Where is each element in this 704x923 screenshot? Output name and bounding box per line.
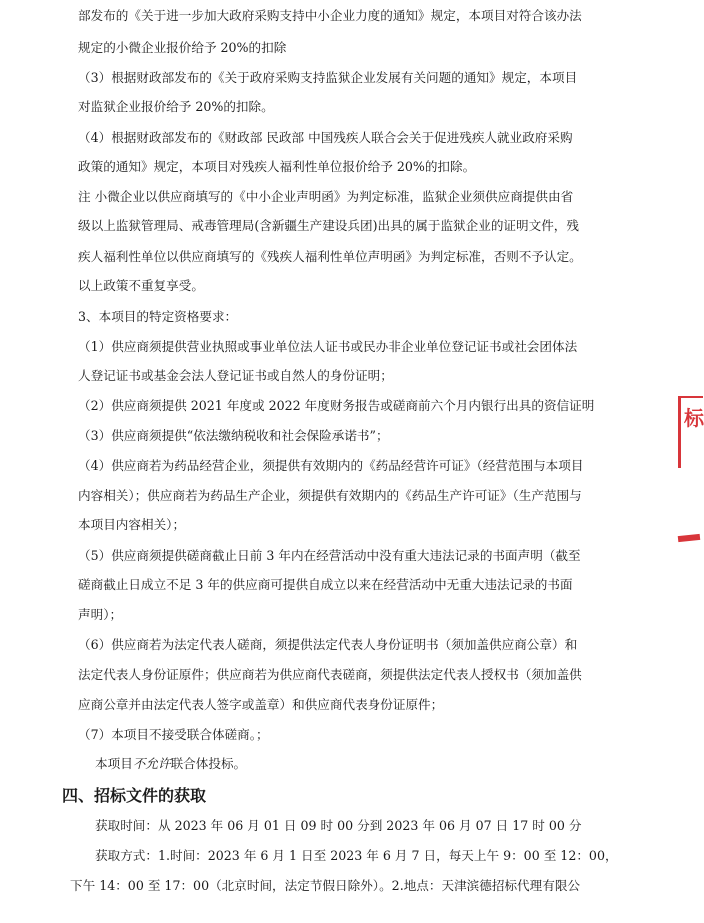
text-line: 本项目内容相关）； [78,517,186,532]
text-line: 政策的通知》规定，本项目对残疾人福利性单位报价给予 20%的扣除。 [78,159,476,174]
text-line: 法定代表人身份证原件；供应商若为供应商代表磋商，须提供法定代表人授权书（须加盖供 [78,667,582,682]
text-line: 以上政策不重复享受。 [78,278,204,293]
text-line: 磋商截止日成立不足 3 年的供应商可提供自成立以来在经营活动中无重大违法记录的书面 [78,577,573,592]
text-line: 规定的小微企业报价给予 20%的扣除 [78,40,287,55]
text-line: （4）根据财政部发布的《财政部 民政部 中国残疾人联合会关于促进残疾人就业政府采购 [78,130,573,145]
stamp-text: 标 [684,406,704,430]
text-line: 对监狱企业报价给予 20%的扣除。 [78,99,274,114]
text-line: 人登记证书或基金会法人登记证书或自然人的身份证明； [78,368,393,383]
text-line: 内容相关）；供应商若为药品生产企业，须提供有效期内的《药品生产许可证》（生产范围与 [78,488,582,503]
method-line: 获取方式：1.时间：2023 年 6 月 1 日至 2023 年 6 月 7 日，每天上午 9：00 至 12：00， [95,848,618,863]
text-line: （5）供应商须提供磋商截止日前 3 年内在经营活动中没有重大违法记录的书面声明（截至 [78,548,581,563]
text-line: 注 小微企业以供应商填写的《中小企业声明函》为判定标准，监狱企业须供应商提供由省 [78,189,574,204]
note-prefix: 本项目 [95,756,133,771]
text-line: （7）本项目不接受联合体磋商。； [78,727,269,742]
text-line: （6）供应商若为法定代表人磋商，须提供法定代表人身份证明书（须加盖供应商公章）和 [78,637,578,652]
note-suffix: 联合体投标。 [170,756,247,771]
text-line: （3）根据财政部发布的《关于政府采购支持监狱企业发展有关问题的通知》规定，本项目 [78,70,578,85]
note-line [95,756,635,772]
text-line: （4）供应商若为药品经营企业，须提供有效期内的《药品经营许可证》（经营范围与本项目 [78,458,584,473]
section-heading: 四、招标文件的获取 [62,786,207,805]
text-line: 3、本项目的特定资格要求： [78,309,238,324]
text-line: 声明）； [78,607,123,622]
stamp-mark [678,534,701,542]
text-line: 部发布的《关于进一步加大政府采购支持中小企业力度的通知》规定，本项目对符合该办法 [78,8,582,23]
text-line: （2）供应商须提供 2021 年度或 2022 年度财务报告或磋商前六个月内银行出具的资信证明 [78,398,595,413]
time-line: 获取时间：从 2023 年 06 月 01 日 09 时 00 分到 2023 年 06 月 07 日 17 时 00 分 [95,818,582,833]
method-line: 下午 14：00 至 17：00（北京时间，法定节假日除外）。2.地点：天津滨德招标代理有限公 [70,878,581,893]
note-italic: 不允许 [132,756,171,771]
text-line: 疾人福利性单位以供应商填写的《残疾人福利性单位声明函》为判定标准，否则不予认定。 [78,249,582,264]
text-line: （3）供应商须提供“依法缴纳税收和社会保险承诺书”； [78,428,389,443]
text-line: 应商公章并由法定代表人签字或盖章）和供应商代表身份证原件； [78,697,444,712]
text-line: （1）供应商须提供营业执照或事业单位法人证书或民办非企业单位登记证书或社会团体法 [78,339,578,354]
text-line: 级以上监狱管理局、戒毒管理局(含新疆生产建设兵团)出具的属于监狱企业的证明文件，残 [78,218,579,233]
